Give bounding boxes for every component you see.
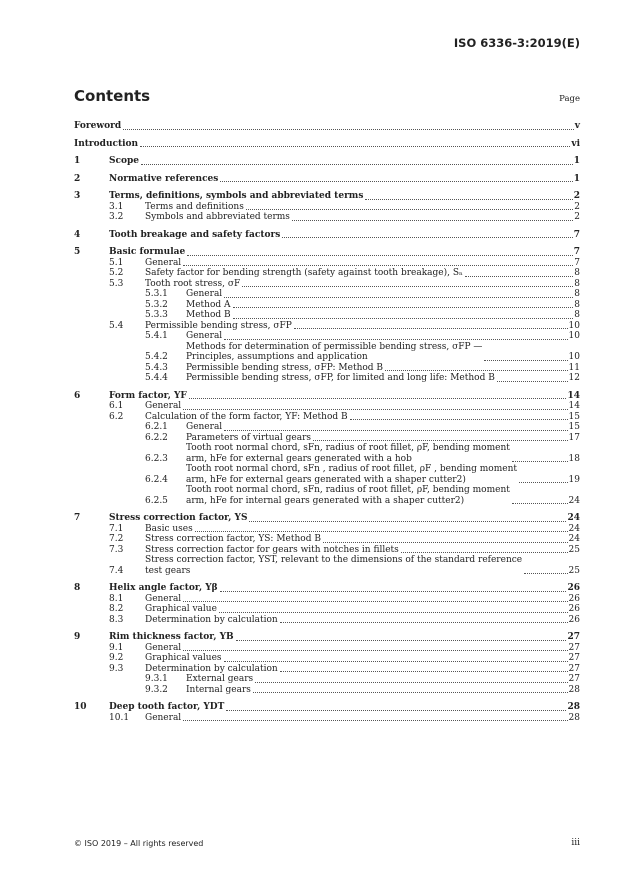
toc-entry-title: Graphical value	[145, 604, 217, 614]
dot-leader	[497, 381, 568, 382]
toc-entry-page: 7	[573, 229, 580, 240]
toc-entry-title-continued: arm, hFe for internal gears generated with a shaper cutter2)	[186, 495, 465, 506]
toc-entry-number: 6.2.2	[145, 432, 168, 443]
toc-entry[interactable]	[74, 583, 580, 594]
standard-code: ISO 6336-3:2019(E)	[453, 36, 580, 50]
toc-entry[interactable]	[74, 258, 580, 269]
toc-entry-page: 28	[568, 684, 580, 695]
toc-entry-title: Tooth breakage and safety factors	[109, 229, 281, 240]
toc-entry[interactable]	[74, 247, 580, 258]
toc-entry-page: 19	[568, 474, 580, 485]
toc-entry[interactable]	[74, 373, 580, 384]
toc-entry[interactable]	[74, 713, 580, 724]
toc-entry-title: General	[145, 642, 182, 653]
toc-spacer	[74, 695, 580, 702]
toc-entry-title-continued: Principles, assumptions and application	[186, 352, 368, 362]
toc-entry-number: 6.1	[109, 401, 124, 411]
toc-entry[interactable]	[74, 422, 580, 433]
toc-spacer	[74, 625, 580, 632]
toc-entry-number: 5.3.1	[145, 289, 168, 299]
toc-entry-number: 6.2.5	[145, 495, 168, 506]
toc-entry[interactable]	[74, 604, 580, 615]
toc-entry-title: Determination by calculation	[145, 614, 278, 625]
dot-leader	[294, 328, 568, 329]
toc-entry-title: Stress correction factor, YST, relevant to the dimensions of the standard reference	[145, 555, 523, 565]
toc-entry-title: Basic formulae	[109, 247, 186, 257]
toc-entry-page: 27	[567, 632, 580, 642]
toc-entry-page: 8	[574, 299, 580, 310]
toc-entry[interactable]	[74, 139, 580, 150]
toc-entry-page: 27	[568, 663, 580, 674]
toc-entry-page: 10	[568, 320, 580, 331]
toc-entry-title: Methods for determination of permissible bending stress, σFP —	[186, 341, 483, 352]
toc-entry-number: 8.3	[109, 614, 124, 625]
toc-entry[interactable]	[74, 331, 580, 342]
toc-entry-page: 24	[568, 495, 580, 506]
toc-entry-page: 7	[574, 257, 580, 268]
toc-entry-title: Form factor, YF	[109, 390, 187, 401]
toc-entry-title: Permissible bending stress, σFP	[145, 320, 292, 331]
toc-entry-page: 8	[574, 289, 580, 299]
toc-entry-number: 3	[74, 191, 81, 201]
toc-spacer	[74, 240, 580, 247]
toc-entry-page: 28	[568, 712, 580, 723]
toc-entry-page: 8	[574, 310, 580, 320]
toc-entry-page: 26	[568, 593, 580, 604]
toc-entry-title: General	[186, 331, 223, 341]
toc-entry-title: Graphical values	[145, 653, 222, 663]
toc-entry-page: 26	[567, 583, 580, 593]
page-column-label: Page	[559, 94, 580, 104]
toc-entry-title: Rim thickness factor, YB	[109, 632, 234, 642]
toc-entry-number: 5.4	[109, 320, 124, 331]
toc-entry-title: Basic uses	[145, 523, 193, 534]
toc-entry[interactable]	[74, 202, 580, 213]
toc-entry-page: 14	[568, 401, 580, 411]
dot-leader	[183, 650, 567, 651]
toc-entry-number: 5.4.4	[145, 373, 168, 383]
toc-entry-title: Method B	[186, 310, 231, 320]
toc-spacer	[74, 223, 580, 230]
toc-entry[interactable]	[74, 300, 580, 311]
toc-entry-title: General	[145, 257, 182, 268]
dot-leader	[385, 370, 568, 371]
toc-spacer	[74, 184, 580, 191]
toc-entry-page: 27	[568, 653, 580, 663]
toc-entry-page: v	[574, 121, 580, 131]
toc-entry-number: 9	[74, 632, 81, 642]
dot-leader	[226, 710, 566, 711]
toc-entry[interactable]	[74, 464, 580, 485]
toc-entry-number: 6.2.3	[145, 453, 168, 464]
toc-entry[interactable]	[74, 524, 580, 535]
toc-entry-number: 9.1	[109, 642, 124, 653]
toc-entry-title: Stress correction factor, YS: Method B	[145, 534, 321, 544]
toc-entry-number: 8.2	[109, 604, 124, 614]
toc-entry[interactable]	[74, 685, 580, 696]
toc-entry-number: 5.3.2	[145, 299, 168, 310]
toc-entry[interactable]	[74, 513, 580, 524]
dot-leader	[183, 720, 567, 721]
toc-entry-page: 12	[568, 373, 580, 383]
dot-leader	[123, 129, 574, 130]
toc-entry-title-continued: arm, hFe for external gears generated with a shaper cutter2)	[186, 474, 466, 485]
toc-entry[interactable]	[74, 391, 580, 402]
toc-entry[interactable]	[74, 702, 580, 713]
toc-entry-number: 4	[74, 229, 81, 240]
toc-entry[interactable]	[74, 433, 580, 444]
toc-entry-page: 2	[574, 201, 580, 212]
toc-entry[interactable]	[74, 653, 580, 664]
toc-entry-page: 15	[568, 411, 580, 422]
toc-entry-title: General	[145, 593, 182, 604]
dot-leader	[219, 612, 568, 613]
toc-entry[interactable]	[74, 156, 580, 167]
toc-entry-title: Stress correction factor for gears with notches in fillets	[145, 544, 399, 555]
toc-entry-page: 24	[567, 513, 580, 523]
toc-entry[interactable]	[74, 174, 580, 185]
toc-entry-title: Deep tooth factor, YDT	[109, 702, 225, 712]
toc-entry[interactable]	[74, 534, 580, 545]
toc-entry-number: 3.1	[109, 201, 124, 212]
dot-leader	[255, 682, 567, 683]
toc-entry-page: 15	[568, 422, 580, 432]
toc-entry-page: 8	[574, 268, 580, 278]
toc-entry-page: 28	[567, 702, 580, 712]
toc-entry-title: Safety factor for bending strength (safety against tooth breakage), Sₙ	[145, 268, 463, 278]
toc-entry-page: 10	[568, 331, 580, 341]
toc-entry-page: 26	[568, 614, 580, 625]
dot-leader	[236, 640, 567, 641]
toc-entry-number: 7.1	[109, 523, 124, 534]
toc-entry-title: Method A	[186, 299, 231, 310]
toc-entry-page: 24	[568, 523, 580, 534]
toc-entry[interactable]	[74, 545, 580, 556]
toc-entry-title: Stress correction factor, YS	[109, 513, 248, 523]
toc-entry-title: General	[145, 712, 182, 723]
toc-entry-title: Parameters of virtual gears	[186, 432, 312, 443]
toc-entry-title: Helix angle factor, Yβ	[109, 583, 218, 593]
toc-entry-number: 9.3	[109, 663, 124, 674]
dot-leader	[401, 552, 568, 553]
toc-entry-number: 7	[74, 513, 81, 523]
toc-entry[interactable]	[74, 632, 580, 643]
dot-leader	[224, 661, 568, 662]
toc-entry-page: 24	[568, 534, 580, 544]
toc-entry[interactable]	[74, 412, 580, 423]
toc-entry[interactable]	[74, 212, 580, 223]
toc-entry-page: 27	[568, 674, 580, 684]
toc-entry-number: 6.2.1	[145, 422, 168, 432]
toc-spacer	[74, 167, 580, 174]
toc-entry-page: 7	[573, 247, 580, 257]
dot-leader	[242, 286, 573, 287]
dot-leader	[249, 521, 566, 522]
toc-entry[interactable]	[74, 555, 580, 576]
toc-entry-number: 5	[74, 247, 81, 257]
toc-entry-title: Permissible bending stress, σFP, for limited and long life: Method B	[186, 373, 495, 383]
toc-entry-page: 25	[568, 544, 580, 555]
toc-entry-number: 5.4.1	[145, 331, 168, 341]
toc-entry[interactable]	[74, 674, 580, 685]
toc-entry-page: 2	[574, 212, 580, 222]
toc-entry-number: 9.3.2	[145, 684, 168, 695]
dot-leader	[280, 622, 568, 623]
toc-spacer	[74, 132, 580, 139]
dot-leader	[224, 339, 567, 340]
toc-entry-page: 14	[567, 390, 580, 401]
contents-heading: Contents	[74, 87, 151, 105]
dot-leader	[512, 461, 568, 462]
dot-leader	[323, 542, 568, 543]
toc-entry-number: 5.1	[109, 257, 124, 268]
toc-entry[interactable]	[74, 615, 580, 626]
toc-entry-page: 27	[568, 642, 580, 653]
dot-leader	[524, 573, 567, 574]
toc-entry-page: vi	[571, 138, 580, 149]
toc-entry[interactable]	[74, 664, 580, 675]
toc-entry-number: 5.3	[109, 278, 124, 289]
toc-entry-title: Determination by calculation	[145, 663, 278, 674]
toc-entry-number: 8	[74, 583, 81, 593]
toc-entry-number: 5.2	[109, 268, 124, 278]
toc-entry-page: 8	[574, 278, 580, 289]
dot-leader	[512, 503, 568, 504]
toc-entry-number: 10	[74, 702, 87, 712]
toc-entry[interactable]	[74, 443, 580, 464]
dot-leader	[465, 276, 573, 277]
toc-entry-title: General	[186, 422, 223, 432]
toc-entry[interactable]	[74, 191, 580, 202]
toc-entry-page: 10	[568, 352, 580, 362]
toc-entry[interactable]	[74, 643, 580, 654]
toc-entry-page: 11	[568, 362, 580, 373]
table-of-contents	[74, 121, 580, 723]
toc-entry-number: 2	[74, 173, 81, 184]
dot-leader	[183, 601, 567, 602]
toc-entry-title: Symbols and abbreviated terms	[145, 212, 290, 222]
toc-entry-page: 17	[568, 432, 580, 443]
toc-entry-title: General	[186, 289, 223, 299]
toc-entry[interactable]	[74, 594, 580, 605]
toc-entry-number: 5.4.2	[145, 352, 168, 362]
toc-entry-number: 3.2	[109, 212, 124, 222]
toc-entry-number: 7.3	[109, 544, 124, 555]
dot-leader	[140, 146, 570, 147]
dot-leader	[187, 255, 573, 256]
toc-spacer	[74, 384, 580, 391]
toc-entry-number: 10.1	[109, 712, 130, 723]
toc-spacer	[74, 576, 580, 583]
toc-entry[interactable]	[74, 342, 580, 363]
toc-entry-title: Internal gears	[186, 684, 251, 695]
dot-leader	[246, 209, 573, 210]
toc-entry-number: 6.2.4	[145, 474, 168, 485]
toc-spacer	[74, 149, 580, 156]
copyright-footer: © ISO 2019 – All rights reserved	[74, 839, 204, 848]
toc-entry[interactable]	[74, 363, 580, 374]
toc-entry-title: Tooth root normal chord, sFn, radius of root fillet, ρF, bending moment	[186, 443, 510, 453]
toc-entry-title-continued: test gears	[145, 565, 191, 576]
toc-entry-page: 1	[573, 156, 580, 166]
dot-leader	[195, 531, 568, 532]
toc-entry[interactable]	[74, 268, 580, 279]
toc-entry-number: 6.2	[109, 411, 124, 422]
toc-entry-title: Calculation of the form factor, YF: Method B	[145, 411, 348, 422]
toc-entry-number: 1	[74, 156, 81, 166]
toc-entry-title: Foreword	[74, 121, 122, 131]
toc-entry[interactable]	[74, 289, 580, 300]
toc-entry-number: 9.2	[109, 653, 124, 663]
dot-leader	[189, 398, 567, 399]
toc-entry[interactable]	[74, 401, 580, 412]
dot-leader	[224, 430, 567, 431]
dot-leader	[350, 419, 568, 420]
toc-entry[interactable]	[74, 321, 580, 332]
toc-entry-number: 6	[74, 390, 81, 401]
dot-leader	[233, 307, 574, 308]
dot-leader	[519, 482, 568, 483]
toc-entry[interactable]	[74, 485, 580, 506]
dot-leader	[292, 220, 573, 221]
toc-entry-number: 8.1	[109, 593, 124, 604]
toc-entry-title-continued: arm, hFe for external gears generated with a hob	[186, 453, 412, 464]
toc-spacer	[74, 506, 580, 513]
toc-entry-title: Terms and definitions	[145, 201, 244, 212]
dot-leader	[183, 265, 573, 266]
dot-leader	[484, 360, 567, 361]
toc-entry-page: 2	[573, 191, 580, 201]
toc-entry[interactable]	[74, 310, 580, 321]
toc-entry-title: Tooth root normal chord, sFn, radius of root fillet, ρF, bending moment	[186, 485, 510, 495]
toc-entry-title: Introduction	[74, 138, 139, 149]
dot-leader	[183, 409, 567, 410]
toc-entry-page: 1	[573, 173, 580, 184]
dot-leader	[233, 318, 574, 319]
dot-leader	[365, 199, 572, 200]
toc-entry-title: Permissible bending stress, σFP: Method B	[186, 362, 384, 373]
toc-entry-number: 5.3.3	[145, 310, 168, 320]
dot-leader	[313, 440, 568, 441]
toc-entry-title: Scope	[109, 156, 140, 166]
toc-entry-title: External gears	[186, 674, 254, 684]
toc-entry-title: Tooth root stress, σF	[145, 278, 241, 289]
toc-entry-page: 25	[568, 565, 580, 576]
toc-entry[interactable]	[74, 121, 580, 132]
toc-entry-number: 7.4	[109, 565, 124, 576]
dot-leader	[282, 237, 572, 238]
toc-entry-number: 9.3.1	[145, 674, 168, 684]
dot-leader	[224, 297, 573, 298]
toc-entry[interactable]	[74, 230, 580, 241]
toc-entry-number: 5.4.3	[145, 362, 168, 373]
toc-entry-title: Normative references	[109, 173, 219, 184]
page-number: iii	[571, 838, 580, 848]
toc-entry-page: 18	[568, 453, 580, 464]
dot-leader	[220, 181, 572, 182]
toc-entry-title: General	[145, 401, 182, 411]
dot-leader	[253, 692, 568, 693]
dot-leader	[141, 164, 573, 165]
toc-entry-number: 7.2	[109, 534, 124, 544]
toc-entry-page: 26	[568, 604, 580, 614]
toc-entry-title: Tooth root normal chord, sFn , radius of root fillet, ρF , bending moment	[186, 464, 517, 474]
toc-entry-title: Terms, definitions, symbols and abbreviated terms	[109, 191, 364, 201]
dot-leader	[220, 591, 567, 592]
dot-leader	[280, 671, 568, 672]
toc-entry[interactable]	[74, 279, 580, 290]
